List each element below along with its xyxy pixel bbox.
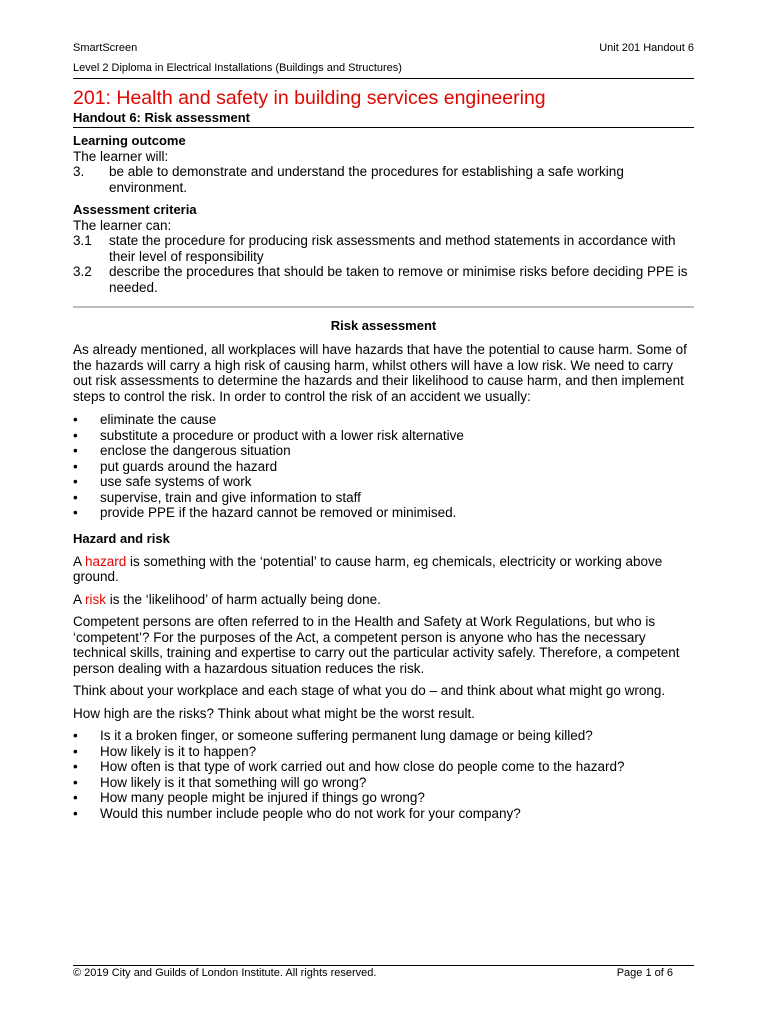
hazard-post: is something with the ‘potential’ to cause harm, eg chemicals, electricity or working above ground. (73, 553, 663, 584)
section-divider (73, 306, 694, 308)
bullet-icon: • (73, 774, 78, 790)
list-item-text: use safe systems of work (100, 474, 252, 489)
bullet-icon: • (73, 474, 78, 489)
header-unit: Unit 201 Handout 6 (599, 42, 694, 54)
footer-page-number: Page 1 of 6 (616, 967, 673, 979)
risk-term: risk (85, 591, 107, 607)
hazard-definition (73, 554, 694, 585)
assessment-criteria-intro: The learner can: (73, 217, 172, 233)
header-brand: SmartScreen (73, 42, 138, 54)
how-high-paragraph: How high are the risks? Think about what might be the worst result. (73, 705, 475, 721)
hazard-term: hazard (85, 553, 127, 569)
list-item (73, 806, 694, 822)
footer-copyright: © 2019 City and Guilds of London Institute. All rights reserved. (73, 967, 377, 979)
list-item (73, 428, 694, 444)
hazard-and-risk-section (73, 531, 694, 821)
criteria-item (73, 233, 694, 264)
header-divider (73, 78, 694, 79)
item-number: 3.1 (73, 233, 92, 248)
page-title: 201: Health and safety in building services engineering (73, 87, 546, 109)
learning-outcome-heading: Learning outcome (73, 133, 186, 148)
header-row-2 (73, 62, 694, 74)
bullet-icon: • (73, 743, 78, 759)
bullet-icon: • (73, 427, 78, 443)
list-item-text: provide PPE if the hazard cannot be removed or minimised. (100, 505, 457, 520)
learning-outcome-intro: The learner will: (73, 148, 169, 164)
bullet-icon: • (73, 489, 78, 505)
list-item-text: Would this number include people who do not work for your company? (100, 805, 521, 821)
list-item (73, 744, 694, 760)
bullet-icon: • (73, 790, 78, 805)
list-item (73, 412, 694, 428)
risk-assessment-heading: Risk assessment (330, 318, 437, 333)
list-item (73, 505, 694, 521)
bullet-icon: • (73, 505, 78, 520)
list-item-text: substitute a procedure or product with a lower risk alternative (100, 427, 464, 443)
title-divider (73, 127, 694, 128)
list-item (73, 490, 694, 506)
criteria-item (73, 264, 694, 295)
list-item-text: supervise, train and give information to staff (100, 489, 361, 505)
list-item-text: How likely is it that something will go wrong? (100, 774, 367, 790)
item-text: be able to demonstrate and understand the procedures for establishing a safe working environment. (109, 164, 624, 195)
item-text: state the procedure for producing risk assessments and method statements in accordance with their level of responsibility (109, 233, 676, 264)
control-measures-list (73, 412, 694, 521)
bullet-icon: • (73, 805, 78, 821)
header-course: Level 2 Diploma in Electrical Installations (Buildings and Structures) (73, 62, 402, 74)
page-subtitle: Handout 6: Risk assessment (73, 110, 251, 125)
list-item (73, 459, 694, 475)
bullet-icon: • (73, 458, 78, 474)
hazard-pre: A (73, 553, 86, 569)
list-item-text: Is it a broken finger, or someone suffering permanent lung damage or being killed? (100, 728, 593, 743)
competent-paragraph: Competent persons are often referred to in the Health and Safety at Work Regulations, but who is ‘competent’? For the purposes of the Act, a competent person is anyone who has the necessary technical skills, training and expertise to carry out the particular activity safely. Therefore, a competent person dealing with a hazardous situation reduces the risk. (73, 614, 680, 676)
bullet-icon: • (73, 728, 78, 743)
list-item-text: eliminate the cause (100, 412, 217, 427)
hazard-and-risk-heading: Hazard and risk (73, 531, 170, 546)
list-item-text: How often is that type of work carried out and how close do people come to the hazard? (100, 759, 625, 774)
risk-assessment-body (73, 342, 694, 521)
list-item-text: put guards around the hazard (100, 458, 278, 474)
risk-questions-list (73, 728, 694, 821)
header-row-1 (73, 42, 694, 54)
list-item (73, 728, 694, 744)
list-item-text: How many people might be injured if things go wrong? (100, 790, 425, 805)
list-item (73, 759, 694, 775)
bullet-icon: • (73, 759, 78, 774)
bullet-icon: • (73, 412, 78, 427)
assessment-criteria-heading: Assessment criteria (73, 202, 197, 217)
item-text: describe the procedures that should be taken to remove or minimise risks before deciding PPE is needed. (109, 264, 688, 295)
risk-assessment-paragraph: As already mentioned, all workplaces will have hazards that have the potential to cause harm. Some of the hazards will carry a high risk of causing harm, whilst others will have a low risk. We need to carry out risk assessments to determine the hazards and their likelihood to cause harm, and then implement steps to control the risk. In order to control the risk of an accident we usually: (73, 342, 687, 404)
list-item-text: How likely is it to happen? (100, 743, 257, 759)
risk-post: is the ‘likelihood’ of harm actually being done. (106, 591, 381, 607)
learning-outcome-item (73, 164, 694, 195)
footer (73, 967, 673, 979)
think-paragraph: Think about your workplace and each stage of what you do – and think about what might go wrong. (73, 683, 666, 698)
risk-pre: A (73, 591, 86, 607)
list-item-text: enclose the dangerous situation (100, 443, 291, 458)
bullet-icon: • (73, 443, 78, 458)
risk-definition (73, 592, 694, 608)
item-number: 3. (73, 164, 85, 179)
footer-divider (73, 965, 694, 966)
item-number: 3.2 (73, 264, 92, 279)
learning-outcome-section (73, 133, 694, 195)
list-item (73, 790, 694, 806)
assessment-criteria-section (73, 202, 694, 295)
list-item (73, 474, 694, 490)
list-item (73, 775, 694, 791)
list-item (73, 443, 694, 459)
